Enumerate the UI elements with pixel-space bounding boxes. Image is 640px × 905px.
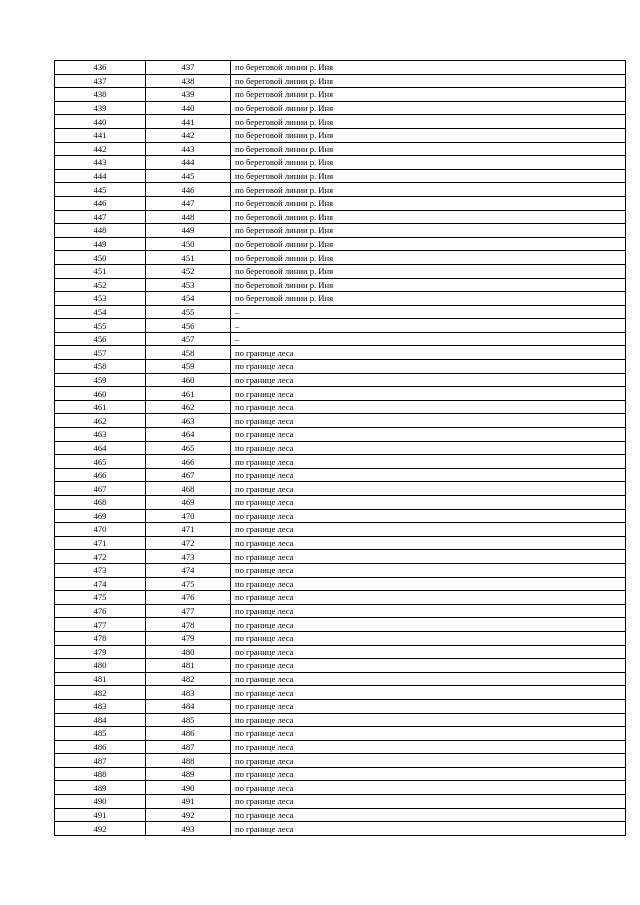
table-row — [55, 428, 626, 442]
description-cell: по границе леса — [231, 822, 626, 836]
point-from-cell: 482 — [55, 686, 146, 700]
point-to-cell: 464 — [146, 428, 231, 442]
table-row — [55, 781, 626, 795]
table-row — [55, 237, 626, 251]
point-to-cell: 440 — [146, 101, 231, 115]
description-cell: по береговой линии р. Иня — [231, 183, 626, 197]
point-from-cell: 459 — [55, 373, 146, 387]
point-from-cell: 455 — [55, 319, 146, 333]
point-from-cell: 448 — [55, 224, 146, 238]
table-row — [55, 604, 626, 618]
description-cell: по границе леса — [231, 482, 626, 496]
point-to-cell: 487 — [146, 740, 231, 754]
table-row — [55, 115, 626, 129]
table-row — [55, 740, 626, 754]
point-from-cell: 450 — [55, 251, 146, 265]
point-to-cell: 447 — [146, 196, 231, 210]
point-to-cell: 463 — [146, 414, 231, 428]
description-cell: по береговой линии р. Иня — [231, 101, 626, 115]
table-row — [55, 523, 626, 537]
description-cell: по береговой линии р. Иня — [231, 292, 626, 306]
point-from-cell: 487 — [55, 754, 146, 768]
point-from-cell: 488 — [55, 767, 146, 781]
point-from-cell: 449 — [55, 237, 146, 251]
table-row — [55, 496, 626, 510]
point-to-cell: 443 — [146, 142, 231, 156]
point-to-cell: 493 — [146, 822, 231, 836]
table-row — [55, 128, 626, 142]
description-cell: по границе леса — [231, 523, 626, 537]
point-from-cell: 491 — [55, 808, 146, 822]
point-to-cell: 455 — [146, 305, 231, 319]
description-cell: по границе леса — [231, 509, 626, 523]
point-to-cell: 437 — [146, 61, 231, 75]
point-from-cell: 461 — [55, 400, 146, 414]
description-cell: по границе леса — [231, 373, 626, 387]
point-from-cell: 485 — [55, 727, 146, 741]
point-to-cell: 441 — [146, 115, 231, 129]
point-from-cell: 436 — [55, 61, 146, 75]
point-to-cell: 438 — [146, 74, 231, 88]
table-row — [55, 74, 626, 88]
point-to-cell: 448 — [146, 210, 231, 224]
point-from-cell: 465 — [55, 455, 146, 469]
point-to-cell: 478 — [146, 618, 231, 632]
point-from-cell: 463 — [55, 428, 146, 442]
table-row — [55, 563, 626, 577]
table-row — [55, 210, 626, 224]
table-row — [55, 142, 626, 156]
table-row — [55, 686, 626, 700]
table-row — [55, 550, 626, 564]
point-from-cell: 441 — [55, 128, 146, 142]
description-cell: по границе леса — [231, 604, 626, 618]
point-from-cell: 439 — [55, 101, 146, 115]
table-row — [55, 455, 626, 469]
description-cell: по границе леса — [231, 808, 626, 822]
description-cell: по границе леса — [231, 455, 626, 469]
point-to-cell: 444 — [146, 156, 231, 170]
point-from-cell: 468 — [55, 496, 146, 510]
point-to-cell: 445 — [146, 169, 231, 183]
table-row — [55, 251, 626, 265]
table-row — [55, 795, 626, 809]
description-cell: по границе леса — [231, 563, 626, 577]
point-from-cell: 437 — [55, 74, 146, 88]
point-from-cell: 490 — [55, 795, 146, 809]
point-to-cell: 439 — [146, 88, 231, 102]
description-cell: по границе леса — [231, 645, 626, 659]
point-to-cell: 477 — [146, 604, 231, 618]
table-row — [55, 727, 626, 741]
table-row — [55, 822, 626, 836]
point-to-cell: 482 — [146, 672, 231, 686]
point-to-cell: 490 — [146, 781, 231, 795]
table-row — [55, 659, 626, 673]
point-to-cell: 480 — [146, 645, 231, 659]
description-cell: по границе леса — [231, 767, 626, 781]
point-to-cell: 459 — [146, 360, 231, 374]
table-row — [55, 61, 626, 75]
point-from-cell: 492 — [55, 822, 146, 836]
table-row — [55, 767, 626, 781]
point-to-cell: 479 — [146, 631, 231, 645]
description-cell: по береговой линии р. Иня — [231, 156, 626, 170]
point-to-cell: 474 — [146, 563, 231, 577]
description-cell: по границе леса — [231, 713, 626, 727]
point-to-cell: 486 — [146, 727, 231, 741]
point-from-cell: 478 — [55, 631, 146, 645]
table-row — [55, 482, 626, 496]
point-to-cell: 475 — [146, 577, 231, 591]
description-cell: по границе леса — [231, 550, 626, 564]
description-cell: по границе леса — [231, 468, 626, 482]
boundary-table-body — [55, 61, 626, 836]
point-from-cell: 460 — [55, 387, 146, 401]
table-row — [55, 414, 626, 428]
point-to-cell: 452 — [146, 264, 231, 278]
point-from-cell: 474 — [55, 577, 146, 591]
point-from-cell: 464 — [55, 441, 146, 455]
table-row — [55, 319, 626, 333]
description-cell: по границе леса — [231, 577, 626, 591]
table-row — [55, 346, 626, 360]
description-cell: по границе леса — [231, 659, 626, 673]
description-cell: по границе леса — [231, 754, 626, 768]
point-to-cell: 451 — [146, 251, 231, 265]
point-to-cell: 476 — [146, 591, 231, 605]
point-from-cell: 475 — [55, 591, 146, 605]
table-row — [55, 278, 626, 292]
table-row — [55, 536, 626, 550]
description-cell: по границе леса — [231, 618, 626, 632]
point-from-cell: 486 — [55, 740, 146, 754]
point-to-cell: 454 — [146, 292, 231, 306]
table-row — [55, 373, 626, 387]
description-cell: по береговой линии р. Иня — [231, 237, 626, 251]
table-row — [55, 645, 626, 659]
point-to-cell: 465 — [146, 441, 231, 455]
description-cell: по береговой линии р. Иня — [231, 264, 626, 278]
point-to-cell: 460 — [146, 373, 231, 387]
point-to-cell: 468 — [146, 482, 231, 496]
table-row — [55, 441, 626, 455]
point-to-cell: 471 — [146, 523, 231, 537]
point-to-cell: 449 — [146, 224, 231, 238]
point-to-cell: 467 — [146, 468, 231, 482]
description-cell: – — [231, 332, 626, 346]
point-to-cell: 453 — [146, 278, 231, 292]
description-cell: по береговой линии р. Иня — [231, 169, 626, 183]
point-to-cell: 481 — [146, 659, 231, 673]
point-to-cell: 457 — [146, 332, 231, 346]
description-cell: по границе леса — [231, 686, 626, 700]
description-cell: по границе леса — [231, 727, 626, 741]
point-to-cell: 461 — [146, 387, 231, 401]
point-from-cell: 469 — [55, 509, 146, 523]
description-cell: по береговой линии р. Иня — [231, 115, 626, 129]
point-to-cell: 485 — [146, 713, 231, 727]
description-cell: по береговой линии р. Иня — [231, 142, 626, 156]
table-row — [55, 156, 626, 170]
table-row — [55, 292, 626, 306]
description-cell: по береговой линии р. Иня — [231, 224, 626, 238]
point-to-cell: 484 — [146, 699, 231, 713]
table-row — [55, 101, 626, 115]
point-to-cell: 446 — [146, 183, 231, 197]
point-from-cell: 467 — [55, 482, 146, 496]
description-cell: по береговой линии р. Иня — [231, 210, 626, 224]
table-row — [55, 360, 626, 374]
point-from-cell: 480 — [55, 659, 146, 673]
point-from-cell: 471 — [55, 536, 146, 550]
point-from-cell: 442 — [55, 142, 146, 156]
point-from-cell: 477 — [55, 618, 146, 632]
description-cell: – — [231, 319, 626, 333]
table-row — [55, 224, 626, 238]
point-from-cell: 445 — [55, 183, 146, 197]
table-row — [55, 618, 626, 632]
table-row — [55, 672, 626, 686]
description-cell: по границе леса — [231, 672, 626, 686]
point-to-cell: 492 — [146, 808, 231, 822]
description-cell: по границе леса — [231, 781, 626, 795]
point-from-cell: 453 — [55, 292, 146, 306]
point-to-cell: 489 — [146, 767, 231, 781]
description-cell: по границе леса — [231, 428, 626, 442]
point-to-cell: 470 — [146, 509, 231, 523]
point-to-cell: 458 — [146, 346, 231, 360]
table-row — [55, 387, 626, 401]
table-row — [55, 509, 626, 523]
table-row — [55, 577, 626, 591]
description-cell: по береговой линии р. Иня — [231, 251, 626, 265]
point-from-cell: 456 — [55, 332, 146, 346]
description-cell: по береговой линии р. Иня — [231, 128, 626, 142]
description-cell: по границе леса — [231, 414, 626, 428]
description-cell: по границе леса — [231, 496, 626, 510]
point-from-cell: 484 — [55, 713, 146, 727]
table-row — [55, 264, 626, 278]
point-from-cell: 451 — [55, 264, 146, 278]
table-row — [55, 332, 626, 346]
description-cell: по границе леса — [231, 631, 626, 645]
description-cell: по границе леса — [231, 360, 626, 374]
description-cell: по границе леса — [231, 591, 626, 605]
description-cell: по границе леса — [231, 795, 626, 809]
point-to-cell: 456 — [146, 319, 231, 333]
description-cell: по границе леса — [231, 699, 626, 713]
point-from-cell: 438 — [55, 88, 146, 102]
point-from-cell: 457 — [55, 346, 146, 360]
point-to-cell: 483 — [146, 686, 231, 700]
description-cell: по береговой линии р. Иня — [231, 74, 626, 88]
point-from-cell: 476 — [55, 604, 146, 618]
table-row — [55, 808, 626, 822]
description-cell: по границе леса — [231, 536, 626, 550]
description-cell: – — [231, 305, 626, 319]
table-row — [55, 699, 626, 713]
point-from-cell: 481 — [55, 672, 146, 686]
point-from-cell: 489 — [55, 781, 146, 795]
point-from-cell: 443 — [55, 156, 146, 170]
point-from-cell: 479 — [55, 645, 146, 659]
description-cell: по границе леса — [231, 441, 626, 455]
point-from-cell: 446 — [55, 196, 146, 210]
point-to-cell: 472 — [146, 536, 231, 550]
table-row — [55, 169, 626, 183]
description-cell: по границе леса — [231, 400, 626, 414]
point-from-cell: 440 — [55, 115, 146, 129]
point-from-cell: 462 — [55, 414, 146, 428]
point-to-cell: 442 — [146, 128, 231, 142]
table-row — [55, 591, 626, 605]
table-row — [55, 305, 626, 319]
table-row — [55, 468, 626, 482]
description-cell: по береговой линии р. Иня — [231, 61, 626, 75]
boundary-table — [54, 60, 626, 836]
table-row — [55, 183, 626, 197]
point-from-cell: 447 — [55, 210, 146, 224]
point-to-cell: 473 — [146, 550, 231, 564]
point-to-cell: 462 — [146, 400, 231, 414]
description-cell: по границе леса — [231, 346, 626, 360]
table-row — [55, 88, 626, 102]
point-from-cell: 466 — [55, 468, 146, 482]
description-cell: по береговой линии р. Иня — [231, 278, 626, 292]
point-from-cell: 454 — [55, 305, 146, 319]
table-row — [55, 631, 626, 645]
description-cell: по береговой линии р. Иня — [231, 88, 626, 102]
point-from-cell: 452 — [55, 278, 146, 292]
description-cell: по границе леса — [231, 740, 626, 754]
point-from-cell: 458 — [55, 360, 146, 374]
table-row — [55, 400, 626, 414]
point-from-cell: 473 — [55, 563, 146, 577]
table-row — [55, 754, 626, 768]
table-row — [55, 713, 626, 727]
point-to-cell: 469 — [146, 496, 231, 510]
table-row — [55, 196, 626, 210]
description-cell: по береговой линии р. Иня — [231, 196, 626, 210]
point-from-cell: 472 — [55, 550, 146, 564]
point-from-cell: 470 — [55, 523, 146, 537]
point-to-cell: 491 — [146, 795, 231, 809]
point-from-cell: 483 — [55, 699, 146, 713]
point-from-cell: 444 — [55, 169, 146, 183]
point-to-cell: 466 — [146, 455, 231, 469]
point-to-cell: 450 — [146, 237, 231, 251]
description-cell: по границе леса — [231, 387, 626, 401]
point-to-cell: 488 — [146, 754, 231, 768]
